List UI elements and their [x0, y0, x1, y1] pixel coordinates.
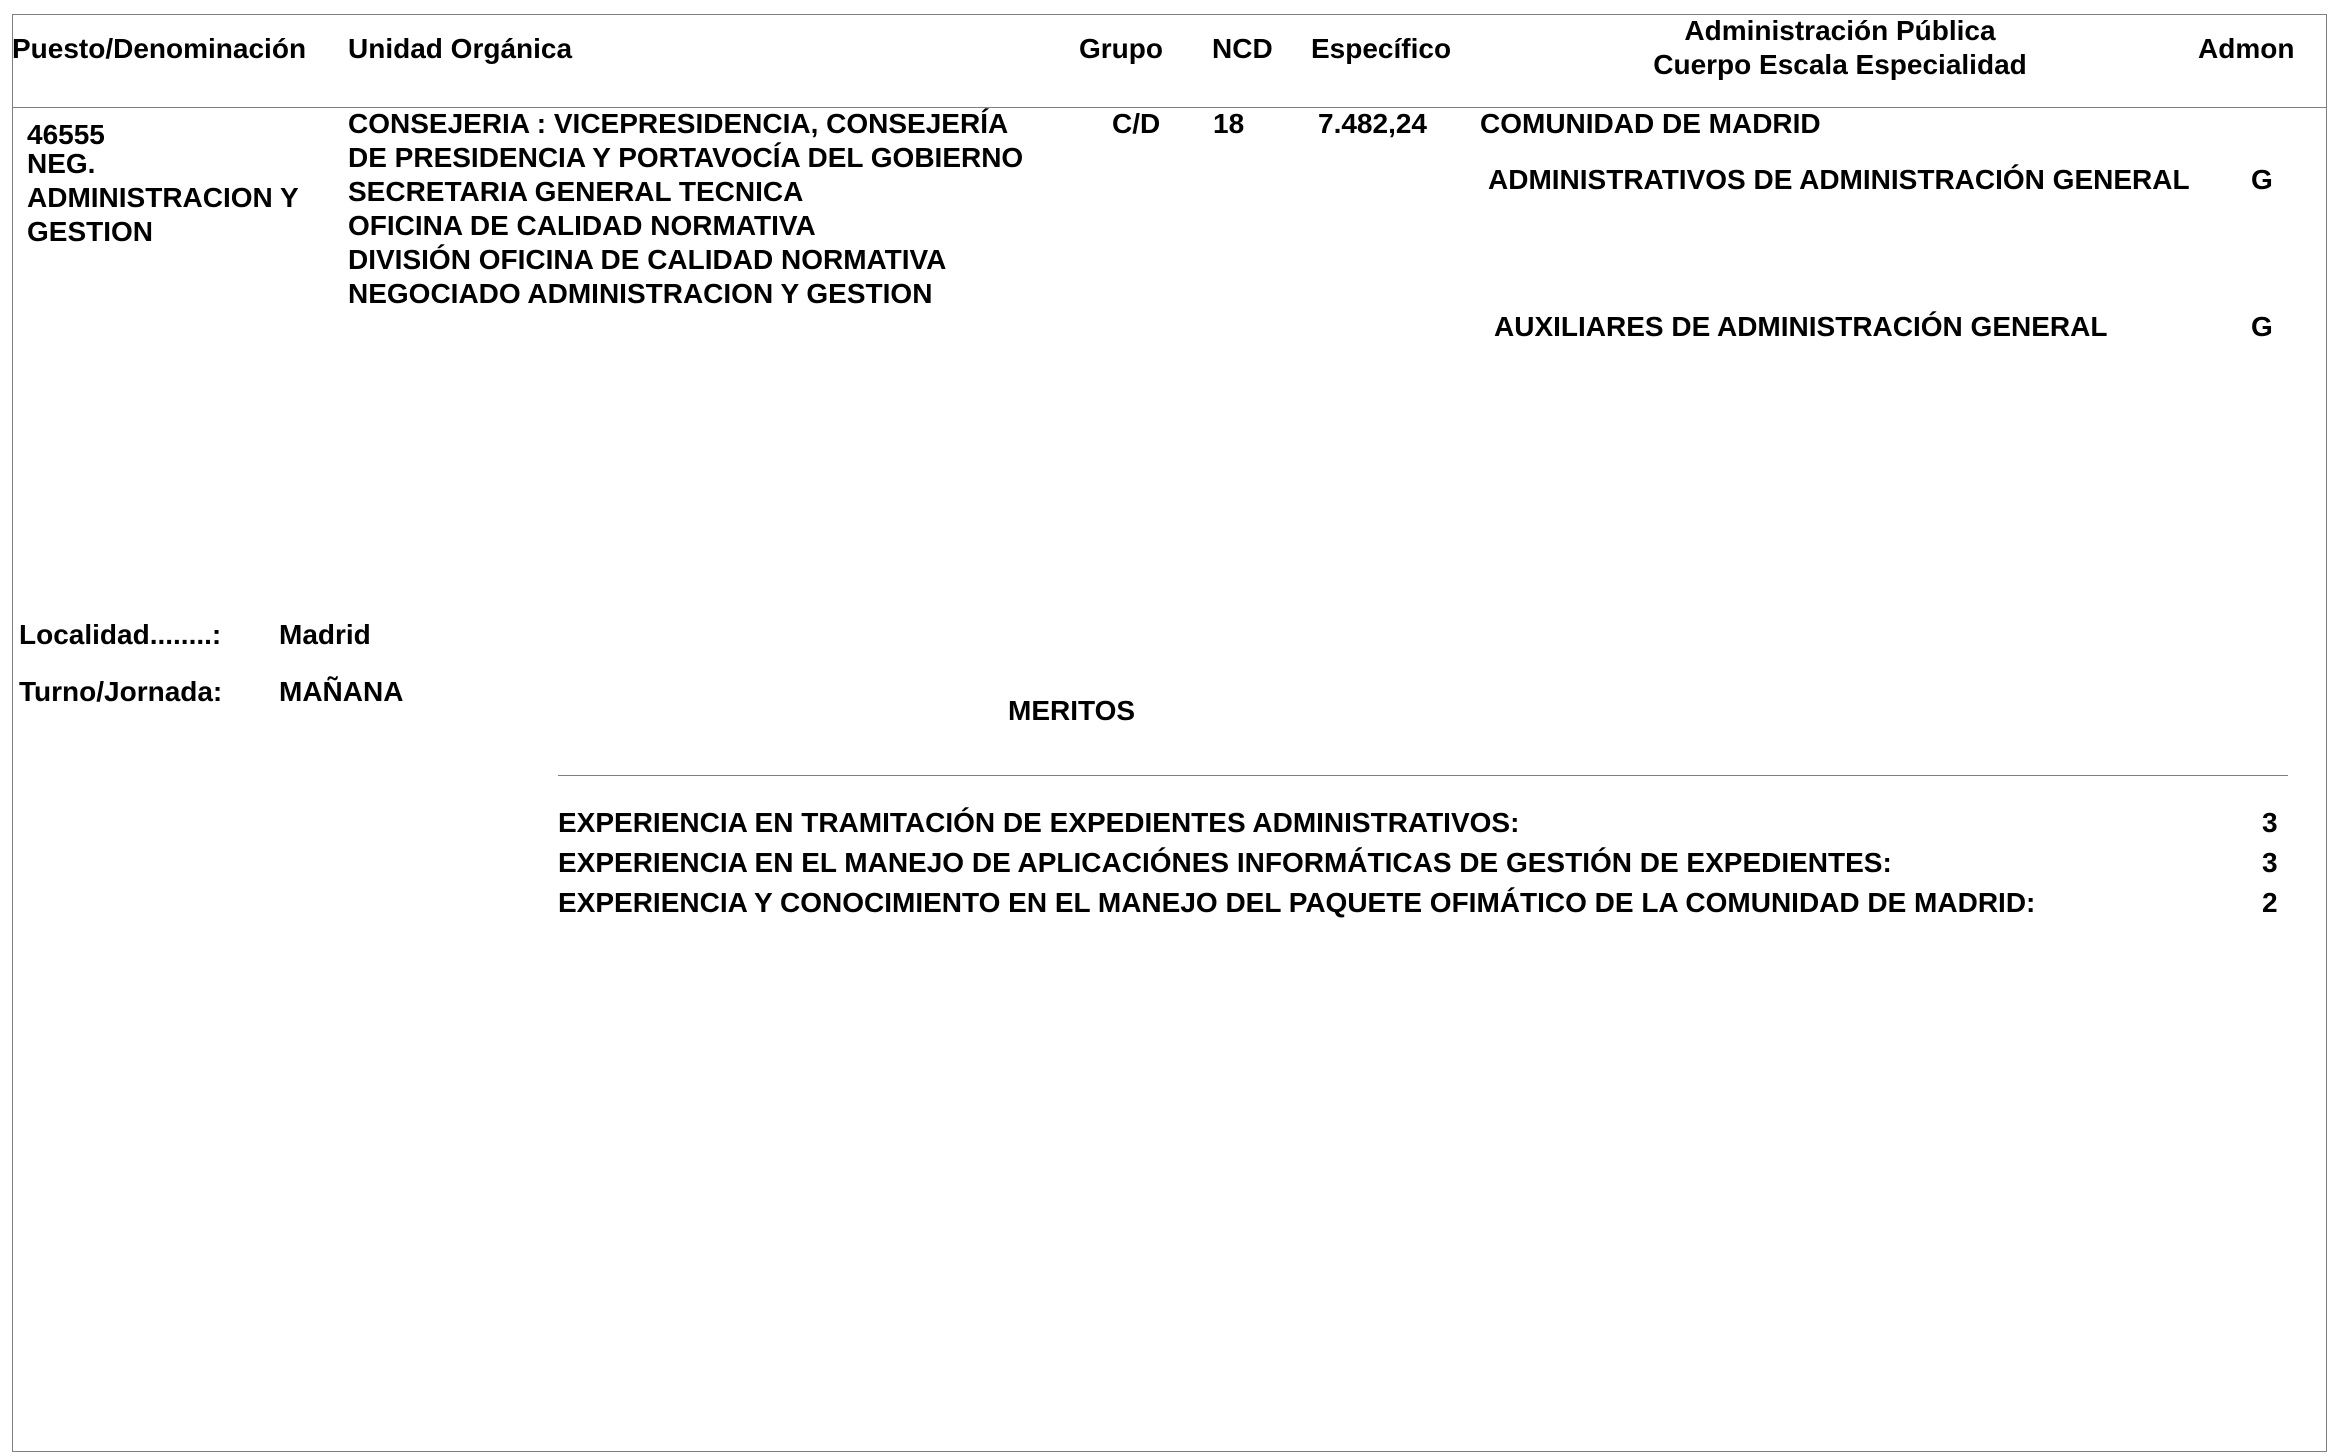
merito-points: 2	[2262, 887, 2278, 918]
denominacion-line: NEG.	[27, 148, 96, 179]
unidad-organica-line: OFICINA DE CALIDAD NORMATIVA	[348, 210, 816, 241]
header-admon: Admon	[2198, 33, 2295, 64]
unidad-organica-line: SECRETARIA GENERAL TECNICA	[348, 176, 804, 207]
denominacion	[27, 147, 299, 249]
header-ncd: NCD	[1212, 33, 1273, 64]
cuerpo-admon: G	[2251, 311, 2273, 342]
unidad-organica-line: DE PRESIDENCIA Y PORTAVOCÍA DEL GOBIERNO	[348, 142, 1024, 173]
puesto-number: 46555	[27, 119, 105, 150]
localidad-label: Localidad........:	[19, 619, 222, 650]
merito-text: EXPERIENCIA EN TRAMITACIÓN DE EXPEDIENTES ADMINISTRATIVOS:	[558, 807, 1520, 838]
header-unidad-organica: Unidad Orgánica	[348, 33, 573, 64]
header-cuerpo-escala-especialidad: Cuerpo Escala Especialidad	[1653, 49, 2027, 80]
turno-label: Turno/Jornada:	[19, 676, 223, 707]
cuerpo-admon: G	[2251, 164, 2273, 195]
unidad-organica-line: NEGOCIADO ADMINISTRACION Y GESTION	[348, 278, 933, 309]
unidad-organica-line: CONSEJERIA : VICEPRESIDENCIA, CONSEJERÍA	[348, 108, 1009, 139]
header-administracion-publica: Administración Pública	[1684, 15, 1996, 46]
ncd-value: 18	[1213, 108, 1245, 139]
cuerpo-name: AUXILIARES DE ADMINISTRACIÓN GENERAL	[1494, 311, 2108, 342]
merito-points: 3	[2262, 807, 2278, 838]
unidad-organica-line: DIVISIÓN OFICINA DE CALIDAD NORMATIVA	[348, 244, 947, 275]
header-puesto-denominacion: Puesto/Denominación	[12, 33, 307, 64]
localidad-value: Madrid	[279, 619, 371, 650]
administracion-value: COMUNIDAD DE MADRID	[1480, 108, 1821, 139]
especifico-value: 7.482,24	[1318, 108, 1427, 139]
turno-value: MAÑANA	[279, 676, 404, 707]
merito-text: EXPERIENCIA Y CONOCIMIENTO EN EL MANEJO DEL PAQUETE OFIMÁTICO DE LA COMUNIDAD DE MADRID:	[558, 887, 2036, 918]
merito-text: EXPERIENCIA EN EL MANEJO DE APLICACIÓNES INFORMÁTICAS DE GESTIÓN DE EXPEDIENTES:	[558, 847, 1892, 878]
merito-points: 3	[2262, 847, 2278, 878]
header-especifico: Específico	[1311, 33, 1452, 64]
meritos-title: MERITOS	[1008, 695, 1136, 726]
unidad-organica	[348, 107, 1023, 311]
grupo-value: C/D	[1112, 108, 1161, 139]
meritos-divider	[558, 775, 2288, 776]
denominacion-line: GESTION	[27, 216, 154, 247]
denominacion-line: ADMINISTRACION Y	[27, 182, 299, 213]
header-grupo: Grupo	[1079, 33, 1163, 64]
cuerpo-name: ADMINISTRATIVOS DE ADMINISTRACIÓN GENERAL	[1488, 164, 2190, 195]
